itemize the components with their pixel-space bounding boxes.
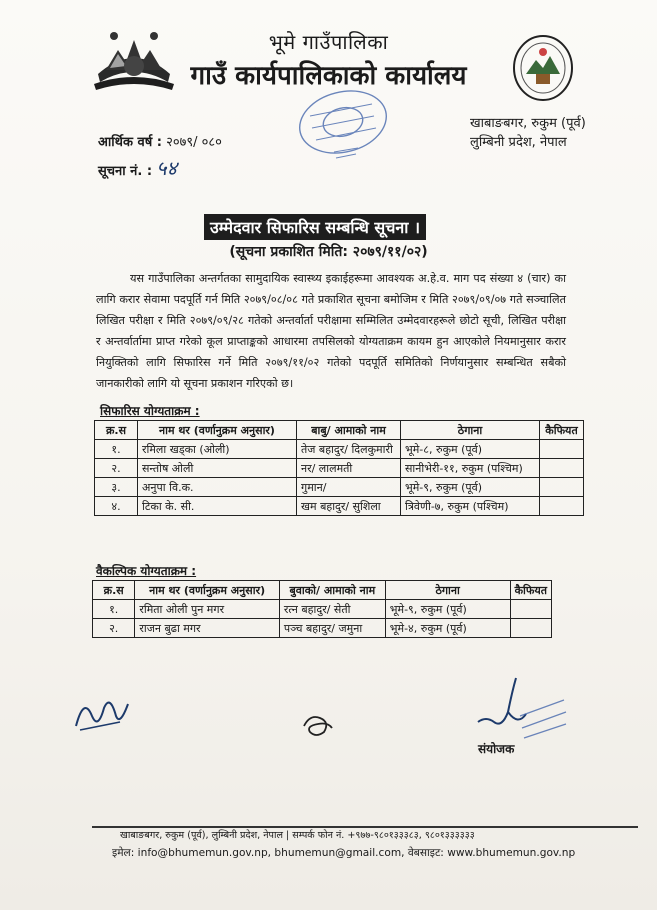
notice-published-date: (सूचना प्रकाशित मिति: २०७९/११/०२) xyxy=(229,244,428,260)
cell-parents: खम बहादुर/ सुशिला xyxy=(297,497,401,516)
cell-sn: २. xyxy=(95,459,138,478)
office-address xyxy=(470,114,586,152)
table-row xyxy=(95,459,584,478)
alternate-list-label: वैकल्पिक योग्यताक्रम : xyxy=(96,564,197,578)
cell-sn: २. xyxy=(93,619,135,638)
footer-contact: खाबाङबगर, रुकुम (पूर्व), लुम्बिनी प्रदेश, नेपाल | सम्पर्क फोन नं. +९७७-९८०१३३३८३, ९८०१३३३३३३ xyxy=(120,830,475,841)
recommended-table xyxy=(94,420,584,516)
cell-sn: ४. xyxy=(95,497,138,516)
signature-left xyxy=(70,686,132,736)
bhume-municipality-logo xyxy=(512,34,574,104)
cell-remarks xyxy=(540,478,584,497)
col-sn: क्र.स xyxy=(95,421,138,440)
col-address: ठेगाना xyxy=(385,581,510,600)
cell-sn: १. xyxy=(95,440,138,459)
cell-name: अनुपा वि.क. xyxy=(138,478,297,497)
cell-remarks xyxy=(540,459,584,478)
fiscal-year-value: २०७९/ ०८० xyxy=(166,135,222,150)
table-row xyxy=(95,440,584,459)
cell-remarks xyxy=(510,600,551,619)
col-sn: क्र.स xyxy=(93,581,135,600)
cell-name: रमिला खड्का (ओली) xyxy=(138,440,297,459)
notice-title: उम्मेदवार सिफारिस सम्बन्धि सूचना । xyxy=(204,214,426,240)
cell-name: रमिता ओली पुन मगर xyxy=(135,600,280,619)
col-name: नाम थर (वर्णानुक्रम अनुसार) xyxy=(138,421,297,440)
fiscal-year xyxy=(98,132,222,150)
cell-sn: १. xyxy=(93,600,135,619)
cell-address: त्रिवेणी-७, रुकुम (पश्चिम) xyxy=(401,497,540,516)
col-remarks: कैफियत xyxy=(510,581,551,600)
alternate-table xyxy=(92,580,552,638)
notice-body: यस गाउँपालिका अन्तर्गतका सामुदायिक स्वास्थ्य इकाईहरूमा आवश्यक अ.हे.व. माग पद संख्या ४ (चार) का लागि करार सेवामा पदपूर्ति गर्न मिति २०७९/०८/०८ गते प्रकाशित सूचना बमोजिम र मिति २०७९/०९/०७ गते सञ्चालित लिखित परीक्षा र मिति २०७९/०९/२८ गतेको अन्तर्वार्ता परीक्षामा सम्मिलित उम्मेदवारहरूले छोटो सूची, लिखित परीक्षा र अन्तर्वार्तामा प्राप्त गरेको कूल प्राप्ताङ्कको आधारमा तपसिलको योग्यताक्रम कायम हुन आएकोले नियमानुसार करार नियुक्तिको लागि सिफारिस गर्ने मिति २०७९/११/०२ गतेको पदपूर्ति समितिको निर्णयानुसार सम्बन्धित सबैको जानकारीको लागि यो सूचना प्रकाशन गरिएको छ। xyxy=(96,272,566,390)
cell-parents: पञ्च बहादुर/ जमुना xyxy=(279,619,385,638)
cell-remarks xyxy=(510,619,551,638)
fiscal-year-label: आर्थिक वर्ष : xyxy=(98,135,162,150)
coordinator-label: संयोजक xyxy=(478,742,515,756)
notice-number-value: ५४ xyxy=(156,156,177,180)
municipality-name: भूमे गाउँपालिका xyxy=(268,30,389,54)
cell-parents: रत्न बहादुर/ सेती xyxy=(279,600,385,619)
cell-remarks xyxy=(540,440,584,459)
notice-number xyxy=(98,154,177,181)
cell-address: भूमे-८, रुकुम (पूर्व) xyxy=(401,440,540,459)
cell-remarks xyxy=(540,497,584,516)
col-address: ठेगाना xyxy=(401,421,540,440)
cell-parents: तेज बहादुर/ दिलकुमारी xyxy=(297,440,401,459)
cell-parents: नर/ लालमती xyxy=(297,459,401,478)
cell-address: सानीभेरी-११, रुकुम (पश्चिम) xyxy=(401,459,540,478)
cell-sn: ३. xyxy=(95,478,138,497)
office-name: गाउँ कार्यपालिकाको कार्यालय xyxy=(190,61,467,91)
col-parents: बाबु/ आमाको नाम xyxy=(297,421,401,440)
cell-name: सन्तोष ओली xyxy=(138,459,297,478)
cell-name: राजन बुढा मगर xyxy=(135,619,280,638)
table-row xyxy=(93,619,552,638)
cell-address: भूमे-४, रुकुम (पूर्व) xyxy=(385,619,510,638)
address-line-1: खाबाङबगर, रुकुम (पूर्व) xyxy=(470,116,586,131)
address-line-2: लुम्बिनी प्रदेश, नेपाल xyxy=(470,135,567,150)
cell-address: भूमे-९, रुकुम (पूर्व) xyxy=(385,600,510,619)
cell-address: भूमे-९, रुकुम (पूर्व) xyxy=(401,478,540,497)
table-row xyxy=(95,478,584,497)
col-name: नाम थर (वर्णानुक्रम अनुसार) xyxy=(135,581,280,600)
col-parents: बुवाको/ आमाको नाम xyxy=(279,581,385,600)
recommended-list-label: सिफारिस योग्यताक्रम : xyxy=(100,404,200,418)
office-stamp xyxy=(288,86,398,166)
col-remarks: कैफियत xyxy=(540,421,584,440)
signature-middle xyxy=(300,710,336,740)
cell-name: टिका के. सी. xyxy=(138,497,297,516)
footer-email-website: इमेल: info@bhumemun.gov.np, bhumemun@gmail.com, वेबसाइट: www.bhumemun.gov.np xyxy=(112,847,576,859)
table-row xyxy=(93,600,552,619)
cell-parents: गुमान/ xyxy=(297,478,401,497)
table-header-row xyxy=(95,421,584,440)
notice-number-label: सूचना नं. : xyxy=(98,164,153,179)
table-header-row xyxy=(93,581,552,600)
table-row xyxy=(95,497,584,516)
